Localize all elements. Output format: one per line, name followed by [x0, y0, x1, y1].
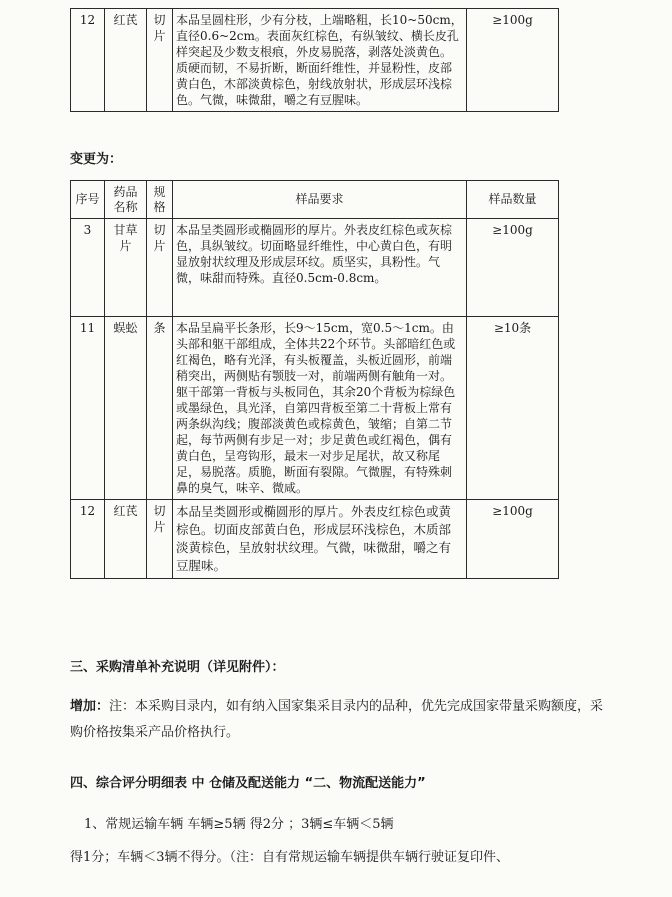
drug-name: 蜈蚣 [105, 317, 147, 500]
sample-quantity: ≥100g [467, 500, 559, 579]
sample-requirement: 本品呈类圆形或椭圆形的厚片。外表皮红棕色或灰棕色，具纵皱纹。切面略显纤维性，中心黄白色，有明显放射状纹理及形成层环纹。质坚实，具粉性。气微，味甜而特殊。直径0.5cm-0.8cm。 [173, 219, 467, 317]
table-row [71, 500, 559, 579]
table-row [71, 219, 559, 317]
top-table [70, 8, 559, 112]
header-quantity: 样品数量 [467, 181, 559, 219]
sample-quantity: ≥10条 [467, 317, 559, 500]
sample-quantity: ≥100g [467, 219, 559, 317]
spec: 切片 [147, 500, 173, 579]
sample-quantity: ≥100g [467, 9, 559, 112]
sample-requirement: 本品呈扁平长条形，长9～15cm，宽0.5～1cm。由头部和躯干部组成，全体共22个环节。头部暗红色或红褐色，略有光泽，有头板覆盖，头板近圆形，前端稍突出，两侧贴有颚肢一对，前端两侧有触角一对。躯干部第一背板与头板同色，其余20个背板为棕绿色或墨绿色，具光泽，自第四背板至第二十背板上常有两条纵沟线；腹部淡黄色或棕黄色，皱缩；自第二节起，每节两侧有步足一对；步足黄色或红褐色，偶有黄白色，呈弯钩形，最末一对步足尾状，故又称尾足，易脱落。质脆，断面有裂隙。气微腥，有特殊刺鼻的臭气，味辛、微咸。 [173, 317, 467, 500]
drug-name: 红芪 [105, 500, 147, 579]
sample-requirement: 本品呈圆柱形，少有分枝，上端略粗，长10~50cm，直径0.6~2cm。表面灰红棕色，有纵皱纹、横长皮孔样突起及少数支根痕，外皮易脱落，剥落处淡黄色。质硬而韧，不易折断，断面纤维性，并显粉性，皮部黄白色，木部淡黄棕色，射线放射状，形成层环浅棕色。气微，味微甜，嚼之有豆腥味。 [173, 9, 467, 112]
table-header-row [71, 181, 559, 219]
sample-requirement: 本品呈类圆形或椭圆形的厚片。外表皮红棕色或黄棕色。切面皮部黄白色，形成层环浅棕色，木质部淡黄棕色，呈放射状纹理。气微，味微甜，嚼之有豆腥味。 [173, 500, 467, 579]
spec: 切片 [147, 219, 173, 317]
item1-line1: 1、常规运输车辆 车辆≥5辆 得2分 ；3辆≤车辆＜5辆 [84, 817, 394, 832]
header-no: 序号 [71, 181, 105, 219]
section4-title: 四、综合评分明细表 中 仓储及配送能力 “二、物流配送能力” [70, 776, 426, 791]
addition-paragraph [70, 694, 610, 746]
drug-name: 红芪 [105, 9, 147, 112]
spec: 切片 [147, 9, 173, 112]
change-label: 变更为： [70, 152, 123, 167]
section3-title: 三、采购清单补充说明（详见附件）： [70, 660, 285, 675]
main-table [70, 180, 559, 579]
header-spec: 规格 [147, 181, 173, 219]
header-name: 药品名称 [105, 181, 147, 219]
drug-name: 甘草片 [105, 219, 147, 317]
row-number: 3 [71, 219, 105, 317]
spec: 条 [147, 317, 173, 500]
row-number: 12 [71, 500, 105, 579]
header-requirement: 样品要求 [173, 181, 467, 219]
table-row [71, 9, 559, 112]
addition-text: 注：本采购目录内，如有纳入国家集采目录内的品种，优先完成国家带量采购额度，采购价格按集采产品价格执行。 [70, 699, 604, 740]
row-number: 11 [71, 317, 105, 500]
addition-label: 增加： [70, 699, 110, 714]
row-number: 12 [71, 9, 105, 112]
item1-line2: 得1分；车辆＜3辆不得分。（注：自有常规运输车辆提供车辆行驶证复印件、 [70, 850, 510, 865]
table-row [71, 317, 559, 500]
